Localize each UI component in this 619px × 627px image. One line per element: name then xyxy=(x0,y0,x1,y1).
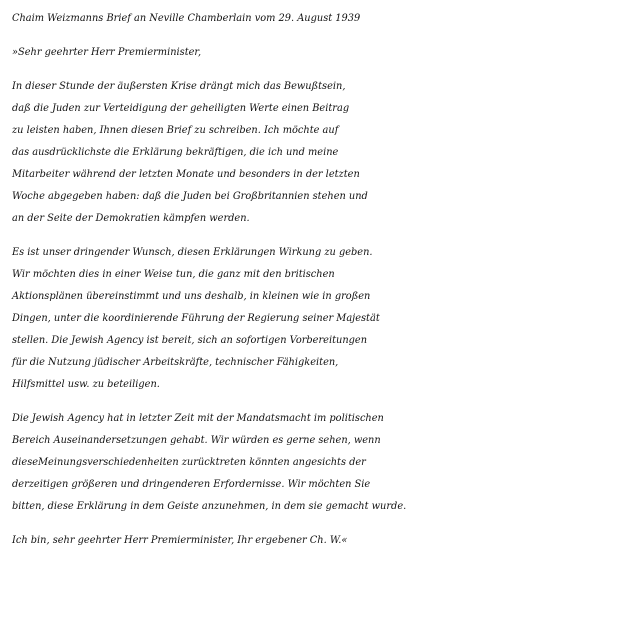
paragraph-line: Hilfsmittel usw. zu beteiligen. xyxy=(12,379,160,390)
paragraph-line: Bereich Auseinandersetzungen gehabt. Wir würden es gerne sehen, wenn xyxy=(12,435,381,446)
letter-document xyxy=(12,8,612,552)
paragraph-line: stellen. Die Jewish Agency ist bereit, sich an sofortigen Vorbereitungen xyxy=(12,335,368,346)
paragraph-line: zu leisten haben, Ihnen diesen Brief zu schreiben. Ich möchte auf xyxy=(12,125,339,136)
spacer xyxy=(12,518,612,530)
closing-signature: Ich bin, sehr geehrter Herr Premierminister, Ihr ergebener Ch. W.« xyxy=(12,535,348,546)
spacer xyxy=(12,230,612,242)
spacer xyxy=(12,396,612,408)
paragraph-line: das ausdrücklichste die Erklärung bekräftigen, die ich und meine xyxy=(12,147,339,158)
paragraph-line: Aktionsplänen übereinstimmt und uns deshalb, in kleinen wie in großen xyxy=(12,291,371,302)
paragraph-line: Die Jewish Agency hat in letzter Zeit mit der Mandatsmacht im politischen xyxy=(12,413,384,424)
paragraph-3 xyxy=(12,408,612,518)
spacer xyxy=(12,30,612,42)
salutation: »Sehr geehrter Herr Premierminister, xyxy=(12,47,202,58)
paragraph-line: für die Nutzung jüdischer Arbeitskräfte, technischer Fähigkeiten, xyxy=(12,357,339,368)
paragraph-line: Woche abgegeben haben: daß die Juden bei Großbritannien stehen und xyxy=(12,191,368,202)
paragraph-line: Mitarbeiter während der letzten Monate und besonders in der letzten xyxy=(12,169,360,180)
paragraph-line: derzeitigen größeren und dringenderen Erfordernisse. Wir möchten Sie xyxy=(12,479,371,490)
paragraph-line: dieseMeinungsverschiedenheiten zurücktreten könnten angesichts der xyxy=(12,457,366,468)
paragraph-line: In dieser Stunde der äußersten Krise drängt mich das Bewußtsein, xyxy=(12,81,346,92)
paragraph-line: Dingen, unter die koordinierende Führung der Regierung seiner Majestät xyxy=(12,313,380,324)
paragraph-line: daß die Juden zur Verteidigung der geheiligten Werte einen Beitrag xyxy=(12,103,350,114)
paragraph-line: an der Seite der Demokratien kämpfen werden. xyxy=(12,213,250,224)
document-title: Chaim Weizmanns Brief an Neville Chamberlain vom 29. August 1939 xyxy=(12,13,361,24)
paragraph-line: Es ist unser dringender Wunsch, diesen Erklärungen Wirkung zu geben. xyxy=(12,247,373,258)
spacer xyxy=(12,64,612,76)
paragraph-2 xyxy=(12,242,612,396)
paragraph-line: bitten, diese Erklärung in dem Geiste anzunehmen, in dem sie gemacht wurde. xyxy=(12,501,407,512)
paragraph-1 xyxy=(12,76,612,230)
paragraph-line: Wir möchten dies in einer Weise tun, die ganz mit den britischen xyxy=(12,269,335,280)
